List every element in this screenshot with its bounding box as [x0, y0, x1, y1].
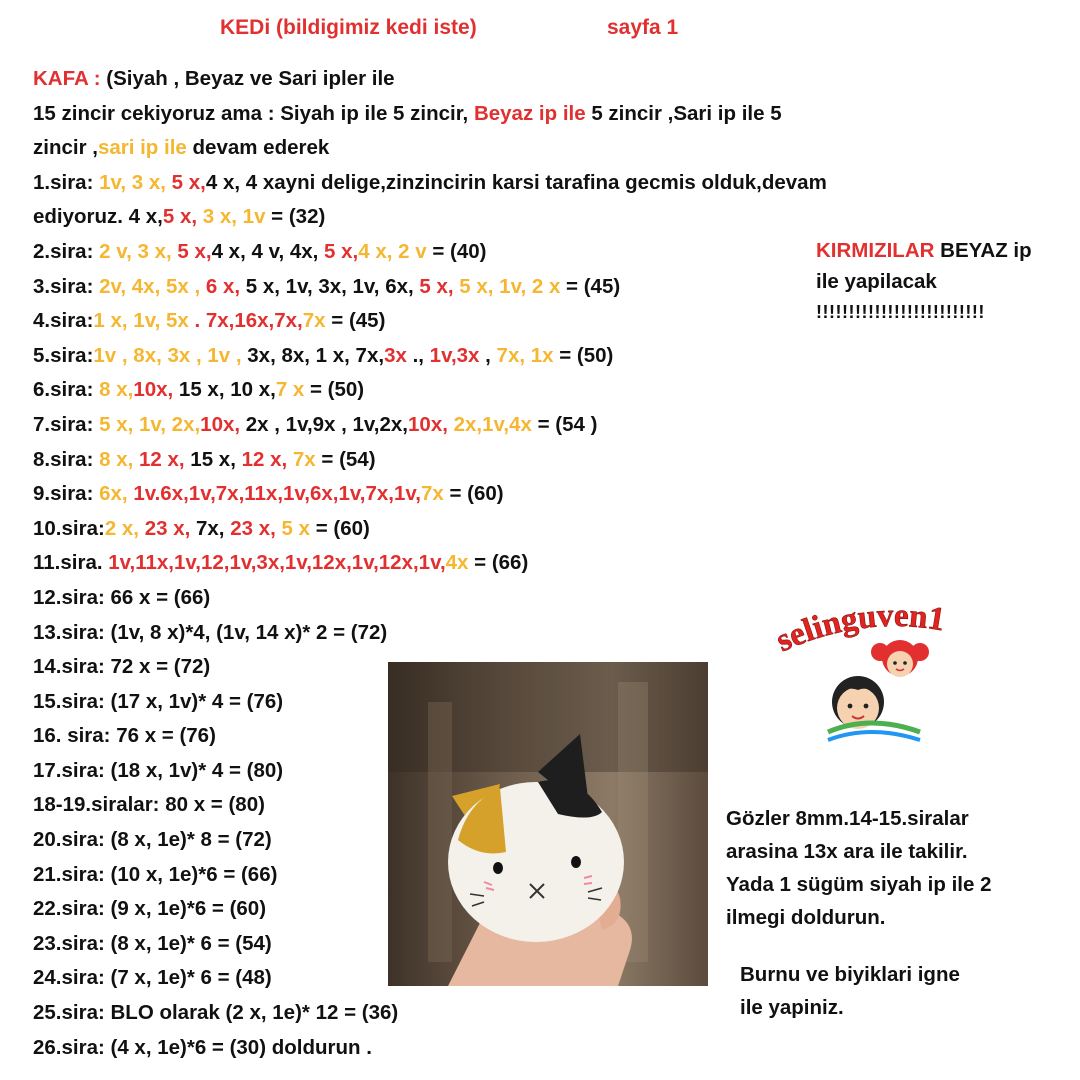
girl-figure-icon: [871, 640, 929, 677]
row-3: 3.sira: 2v, 4x, 5x , 6 x, 5 x, 1v, 3x, 1v, 6x, 5 x, 5 x, 1v, 2 x = (45): [33, 274, 621, 298]
row-14: 14.sira: 72 x = (72): [33, 655, 211, 679]
row-4: 4.sira:1 x, 1v, 5x . 7x,16x,7x,7x = (45): [33, 309, 386, 333]
intro-line-2: 15 zincir cekiyoruz ama : Siyah ip ile 5 zincir, Beyaz ip ile 5 zincir ,Sari ip ile 5: [33, 101, 782, 125]
row-1-cont: ediyoruz. 4 x,5 x, 3 x, 1v = (32): [33, 205, 326, 229]
row-8: 8.sira: 8 x, 12 x, 15 x, 12 x, 7x = (54): [33, 447, 376, 471]
row-20: 20.sira: (8 x, 1e)* 8 = (72): [33, 828, 272, 852]
row-7: 7.sira: 5 x, 1v, 2x,10x, 2x , 1v,9x , 1v,2x,10x, 2x,1v,4x = (54 ): [33, 412, 598, 436]
pattern-title: KEDi (bildigimiz kedi iste): [220, 16, 477, 39]
author-logo: [770, 590, 1030, 770]
row-17: 17.sira: (18 x, 1v)* 4 = (80): [33, 758, 284, 782]
row-24: 24.sira: (7 x, 1e)* 6 = (48): [33, 966, 272, 990]
row-11: 11.sira. 1v,11x,1v,12,1v,3x,1v,12x,1v,12x,1v,4x = (66): [33, 551, 529, 575]
row-23: 23.sira: (8 x, 1e)* 6 = (54): [33, 931, 272, 955]
cat-head-photo: [388, 662, 708, 986]
row-10: 10.sira:2 x, 23 x, 7x, 23 x, 5 x = (60): [33, 516, 370, 540]
row-2: 2.sira: 2 v, 3 x, 5 x,4 x, 4 v, 4x, 5 x,4 x, 2 v = (40): [33, 239, 487, 263]
row-18-19: 18-19.siralar: 80 x = (80): [33, 793, 265, 817]
row-12: 12.sira: 66 x = (66): [33, 585, 211, 609]
intro-line-3: zincir ,sari ip ile devam ederek: [33, 136, 330, 160]
intro-line-1: KAFA : (Siyah , Beyaz ve Sari ipler ile: [33, 67, 395, 90]
nose-note: Burnu ve biyiklari igne ile yapiniz.: [740, 963, 960, 1019]
row-9: 9.sira: 6x, 1v.6x,1v,7x,11x,1v,6x,1v,7x,1v,7x = (60): [33, 482, 504, 506]
page-title: [0, 16, 1080, 46]
row-25: 25.sira: BLO olarak (2 x, 1e)* 12 = (36): [33, 1001, 399, 1025]
row-1: 1.sira: 1v, 3 x, 5 x,4 x, 4 xayni delige,zinzincirin karsi tarafina gecmis olduk,devam: [33, 170, 827, 194]
boy-figure-icon: [828, 676, 920, 740]
color-note: KIRMIZILAR BEYAZ ip ile yapilacak !!!!!!!!!!!!!!!!!!!!!!!!!!: [816, 239, 1032, 322]
row-16: 16. sira: 76 x = (76): [33, 724, 216, 748]
row-13: 13.sira: (1v, 8 x)*4, (1v, 14 x)* 2 = (72): [33, 620, 388, 644]
page-number: sayfa 1: [607, 16, 679, 39]
row-21: 21.sira: (10 x, 1e)*6 = (66): [33, 862, 278, 886]
logo-text: selinguven1: [770, 597, 948, 660]
row-22: 22.sira: (9 x, 1e)*6 = (60): [33, 897, 267, 921]
row-6: 6.sira: 8 x,10x, 15 x, 10 x,7 x = (50): [33, 378, 365, 402]
row-5: 5.sira:1v , 8x, 3x , 1v , 3x, 8x, 1 x, 7x,3x ., 1v,3x , 7x, 1x = (50): [33, 343, 614, 367]
eyes-note: Gözler 8mm.14-15.siralar arasina 13x ara ile takilir. Yada 1 sügüm siyah ip ile 2 ilmegi doldurun.: [726, 807, 992, 929]
row-26: 26.sira: (4 x, 1e)*6 = (30) doldurun .: [33, 1035, 372, 1059]
row-15: 15.sira: (17 x, 1v)* 4 = (76): [33, 689, 284, 713]
